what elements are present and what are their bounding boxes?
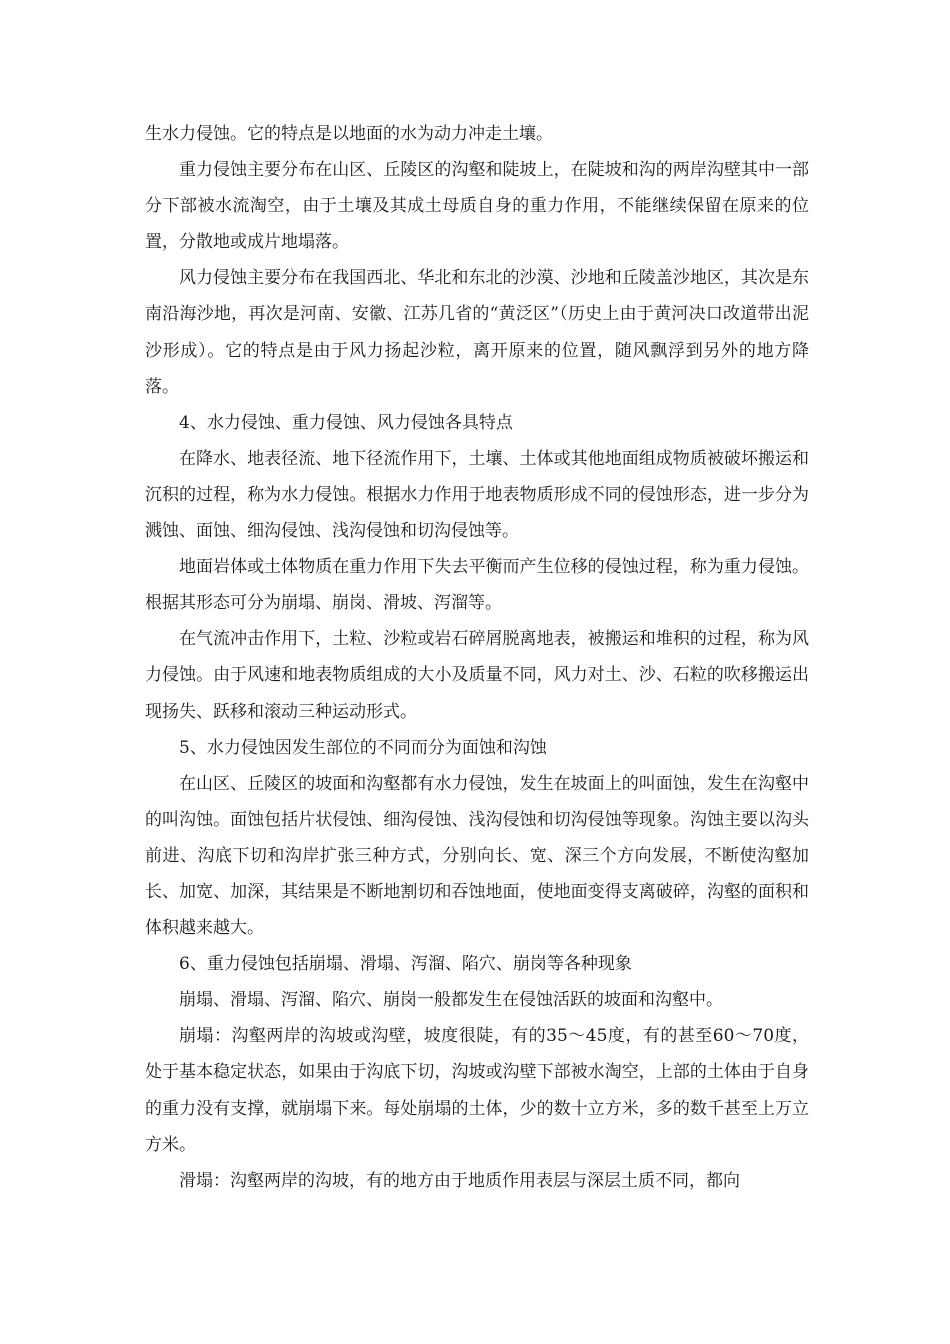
section-heading-4: 4、水力侵蚀、重力侵蚀、风力侵蚀各具特点 [179,412,513,433]
paragraph-water-erosion-definition: 在降水、地表径流、地下径流作用下，土壤、土体或其他地面组成物质被破坏搬运和沉积的过程，称为水力侵蚀。根据水力作用于地表物质形成不同的侵蚀形态，进一步分为溅蚀、面蚀、细沟侵蚀、浅沟侵蚀和切沟侵蚀等。 [145,448,809,542]
paragraph-gravity-erosion-definition: 地面岩体或土体物质在重力作用下失去平衡而产生位移的侵蚀过程，称为重力侵蚀。根据其形态可分为崩塌、崩岗、滑坡、泻溜等。 [145,557,809,614]
paragraph-gravity-phenomena: 崩塌、滑塌、泻溜、陷穴、崩岗一般都发生在侵蚀活跃的坡面和沟壑中。 [179,990,723,1011]
section-heading-5: 5、水力侵蚀因发生部位的不同而分为面蚀和沟蚀 [179,737,547,758]
paragraph-gravity-erosion-distribution: 重力侵蚀主要分布在山区、丘陵区的沟壑和陡坡上，在陡坡和沟的两岸沟壁其中一部分下部被水流淘空，由于土壤及其成土母质自身的重力作用，不能继续保留在原来的位置，分散地或成片地塌落。 [145,160,809,253]
paragraph-wind-erosion-definition: 在气流冲击作用下，土粒、沙粒或岩石碎屑脱离地表，被搬运和堆积的过程，称为风力侵蚀。由于风速和地表物质组成的大小及质量不同，风力对土、沙、石粒的吹移搬运出现扬失、跃移和滚动三种运动形式。 [145,629,809,722]
paragraph-wind-erosion-distribution: 风力侵蚀主要分布在我国西北、华北和东北的沙漠、沙地和丘陵盖沙地区，其次是东南沿海沙地，再次是河南、安徽、江苏几省的“黄泛区”（历史上由于黄河决口改道带出泥沙形成）。它的特点是由于风力扬起沙粒，离开原来的位置，随风飘浮到另外的地方降落。 [145,268,809,397]
paragraph-slump: 滑塌：沟壑两岸的沟坡，有的地方由于地质作用表层与深层土质不同，都向 [179,1170,740,1191]
document-page [145,116,809,1199]
paragraph-sheet-and-gully-erosion: 在山区、丘陵区的坡面和沟壑都有水力侵蚀，发生在坡面上的叫面蚀，发生在沟壑中的叫沟蚀。面蚀包括片状侵蚀、细沟侵蚀、浅沟侵蚀和切沟侵蚀等现象。沟蚀主要以沟头前进、沟底下切和沟岸扩张三种方式，分别向长、宽、深三个方向发展，不断使沟壑加长、加宽、加深，其结果是不断地割切和吞蚀地面，使地面变得支离破碎，沟壑的面积和体积越来越大。 [145,773,809,939]
paragraph-collapse: 崩塌：沟壑两岸的沟坡或沟壁，坡度很陡，有的35～45度，有的甚至60～70度，处于基本稳定状态，如果由于沟底下切，沟坡或沟壁下部被水淘空，上部的土体由于自身的重力没有支撑，就崩塌下来。每处崩塌的土体，少的数十立方米，多的数千甚至上万立方米。 [145,1026,809,1155]
paragraph-water-erosion-end: 生水力侵蚀。它的特点是以地面的水为动力冲走土壤。 [145,124,553,144]
section-heading-6: 6、重力侵蚀包括崩塌、滑塌、泻溜、陷穴、崩岗等各种现象 [179,954,632,975]
